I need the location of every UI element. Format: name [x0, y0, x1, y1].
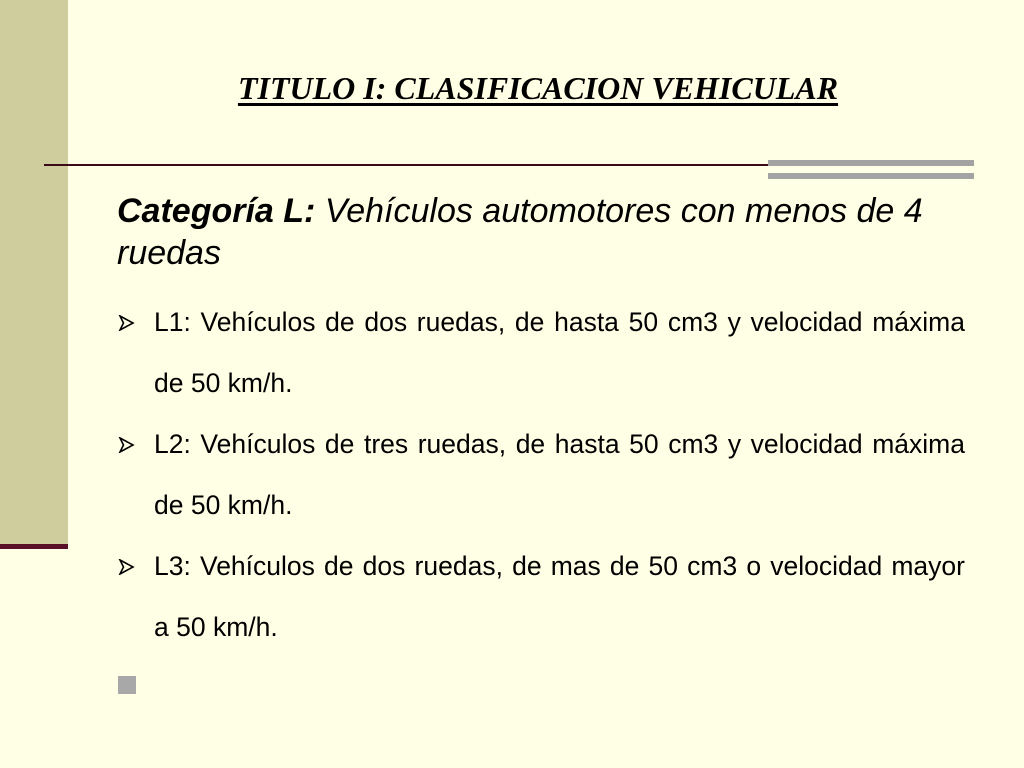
slide-title: TITULO I: CLASIFICACION VEHICULAR: [237, 70, 839, 106]
category-list: [117, 292, 965, 658]
arrowhead-icon: [117, 437, 135, 453]
list-item-text: L2: Vehículos de tres ruedas, de hasta 50 cm3 y velocidad máxima de 50 km/h.: [154, 429, 965, 520]
category-heading: [117, 190, 967, 274]
left-band-rule: [0, 544, 68, 549]
divider-accent-bar-top: [768, 160, 974, 166]
arrowhead-icon: [117, 559, 135, 575]
arrowhead-icon: [117, 315, 135, 331]
list-item-text: L3: Vehículos de dos ruedas, de mas de 50 cm3 o velocidad mayor a 50 km/h.: [154, 551, 965, 642]
divider-accent-bar-bottom: [768, 173, 974, 179]
list-item: [117, 292, 965, 414]
category-description: Vehículos automotores con menos de 4 ruedas: [117, 192, 923, 272]
list-item-text: L1: Vehículos de dos ruedas, de hasta 50 cm3 y velocidad máxima de 50 km/h.: [154, 307, 965, 398]
list-item: [117, 414, 965, 536]
square-bullet-icon: [118, 676, 136, 694]
list-item: [117, 536, 965, 658]
category-label: Categoría L:: [117, 192, 316, 230]
